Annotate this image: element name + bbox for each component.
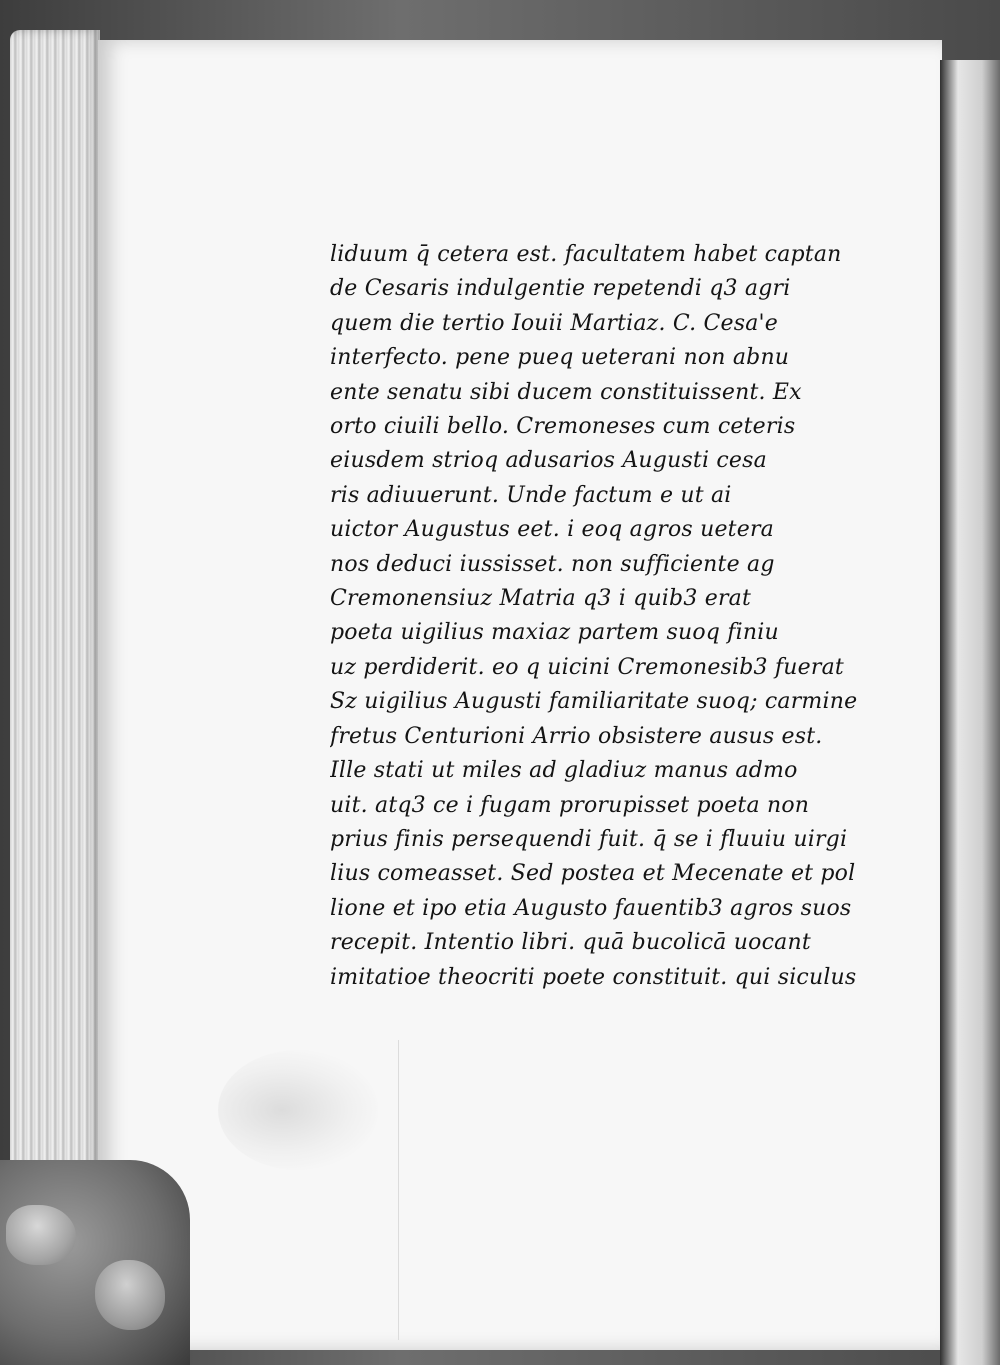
manuscript-line: Ille stati ut miles ad gladiuz manus admo bbox=[330, 758, 798, 784]
manuscript-line: uz perdiderit. eo q uicini Cremonesib3 fuerat bbox=[330, 654, 844, 680]
manuscript-text-block bbox=[330, 238, 870, 995]
binding-edge bbox=[940, 60, 1000, 1365]
manuscript-line: uictor Augustus eet. i eoq agros uetera bbox=[330, 517, 774, 543]
manuscript-line: Sz uigilius Augusti familiaritate suoq; carmine bbox=[330, 689, 858, 715]
manuscript-line: ente senatu sibi ducem constituissent. Ex bbox=[330, 379, 802, 405]
manuscript-line: uit. atq3 ce i fugam prorupisset poeta non bbox=[330, 792, 810, 818]
manuscript-line: lione et ipo etia Augusto fauentib3 agros suos bbox=[330, 895, 852, 921]
fingernail bbox=[6, 1205, 76, 1265]
manuscript-line: orto ciuili bello. Cremoneses cum ceteris bbox=[330, 414, 796, 440]
manuscript-line: fretus Centurioni Arrio obsistere ausus est. bbox=[330, 723, 823, 749]
manuscript-line: nos deduci iussisset. non sufficiente ag bbox=[330, 551, 775, 577]
water-stain bbox=[218, 1050, 378, 1170]
manuscript-line: lius comeasset. Sed postea et Mecenate et pol bbox=[330, 861, 856, 887]
fingernail bbox=[95, 1260, 165, 1330]
manuscript-line: de Cesaris indulgentie repetendi q3 agri bbox=[330, 276, 791, 302]
page-stack-edges bbox=[10, 30, 100, 1345]
manuscript-line: imitatioe theocriti poete constituit. qui siculus bbox=[330, 964, 857, 990]
manuscript-line: quem die tertio Iouii Martiaz. C. Cesa'e bbox=[330, 310, 779, 336]
manuscript-line: Cremonensiuz Matria q3 i quib3 erat bbox=[330, 586, 752, 612]
manuscript-line: ris adiuuerunt. Unde factum e ut ai bbox=[330, 482, 732, 508]
manuscript-line: eiusdem strioq adusarios Augusti cesa bbox=[330, 448, 767, 474]
manuscript-line: interfecto. pene pueq ueterani non abnu bbox=[330, 345, 790, 371]
ruling-line bbox=[398, 1040, 399, 1340]
manuscript-line: poeta uigilius maxiaz partem suoq finiu bbox=[330, 620, 779, 646]
manuscript-line: recepit. Intentio libri. quā bucolicā uocant bbox=[330, 930, 811, 956]
manuscript-line: prius finis persequendi fuit. q̄ se i fluuiu uirgi bbox=[330, 826, 848, 852]
manuscript-line: liduum q̄ cetera est. facultatem habet captan bbox=[330, 242, 842, 267]
